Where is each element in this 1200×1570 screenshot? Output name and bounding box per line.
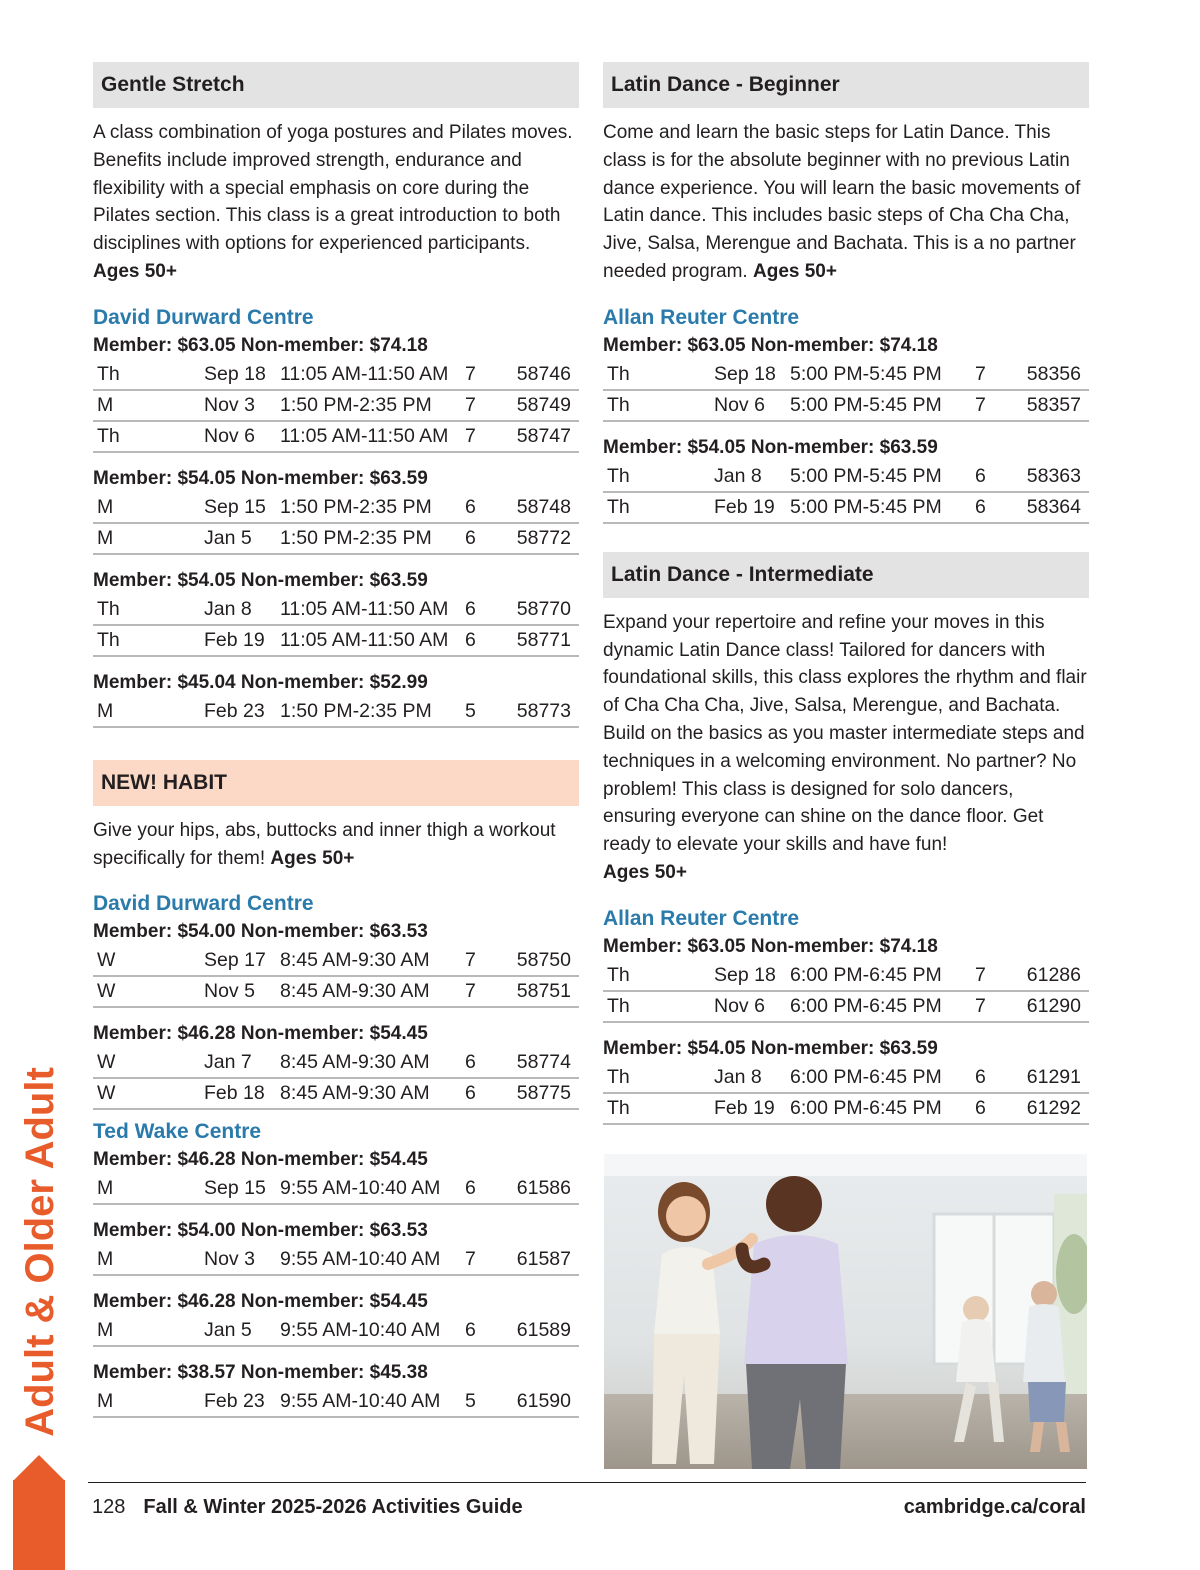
course-code-cell: 58748 bbox=[495, 493, 579, 523]
table-row bbox=[603, 492, 1089, 523]
table-row bbox=[93, 1245, 579, 1275]
time-cell: 11:05 AM-11:50 AM bbox=[280, 625, 465, 656]
day-cell: Th bbox=[603, 961, 714, 991]
ages-label: Ages 50+ bbox=[603, 861, 687, 883]
course-code-cell: 61586 bbox=[495, 1174, 579, 1204]
table-row bbox=[603, 360, 1089, 390]
course-code-cell: 58357 bbox=[1005, 390, 1089, 421]
course-code-cell: 58774 bbox=[495, 1048, 579, 1078]
dancing-couples-photo bbox=[604, 1154, 1087, 1469]
schedule-groups bbox=[93, 918, 579, 1110]
day-cell: M bbox=[93, 523, 204, 554]
table-row bbox=[93, 1316, 579, 1346]
time-cell: 6:00 PM-6:45 PM bbox=[790, 1063, 975, 1093]
time-cell: 11:05 AM-11:50 AM bbox=[280, 595, 465, 625]
price-line: Member: $63.05 Non-member: $74.18 bbox=[603, 935, 938, 957]
table-row bbox=[603, 991, 1089, 1022]
course-code-cell: 58770 bbox=[495, 595, 579, 625]
day-cell: Th bbox=[603, 360, 714, 390]
weeks-cell: 7 bbox=[465, 946, 495, 976]
course-code-cell: 61292 bbox=[1005, 1093, 1089, 1124]
table-row bbox=[93, 976, 579, 1007]
time-cell: 1:50 PM-2:35 PM bbox=[280, 523, 465, 554]
table-row bbox=[93, 360, 579, 390]
table-row bbox=[603, 1093, 1089, 1124]
weeks-cell: 7 bbox=[465, 421, 495, 452]
start-date-cell: Jan 5 bbox=[204, 1316, 280, 1346]
day-cell: Th bbox=[603, 492, 714, 523]
start-date-cell: Nov 6 bbox=[714, 991, 790, 1022]
day-cell: Th bbox=[93, 595, 204, 625]
venue-name: Allan Reuter Centre bbox=[603, 305, 800, 329]
left-column bbox=[93, 62, 579, 1418]
schedule-table bbox=[93, 1316, 579, 1347]
weeks-cell: 6 bbox=[975, 492, 1005, 523]
schedule-table bbox=[93, 697, 579, 728]
course-code-cell: 61291 bbox=[1005, 1063, 1089, 1093]
start-date-cell: Sep 15 bbox=[204, 1174, 280, 1204]
time-cell: 1:50 PM-2:35 PM bbox=[280, 493, 465, 523]
schedule-groups bbox=[603, 332, 1089, 524]
day-cell: Th bbox=[603, 1093, 714, 1124]
ages-label: Ages 50+ bbox=[753, 260, 837, 282]
day-cell: M bbox=[93, 493, 204, 523]
table-row bbox=[93, 625, 579, 656]
schedule-table bbox=[603, 961, 1089, 1023]
start-date-cell: Sep 17 bbox=[204, 946, 280, 976]
day-cell: M bbox=[93, 390, 204, 421]
course-code-cell: 61589 bbox=[495, 1316, 579, 1346]
weeks-cell: 6 bbox=[465, 1048, 495, 1078]
start-date-cell: Feb 18 bbox=[204, 1078, 280, 1109]
price-line: Member: $63.05 Non-member: $74.18 bbox=[603, 334, 938, 356]
weeks-cell: 7 bbox=[975, 991, 1005, 1022]
day-cell: Th bbox=[603, 1063, 714, 1093]
price-line: Member: $46.28 Non-member: $54.45 bbox=[93, 1023, 428, 1045]
day-cell: W bbox=[93, 1078, 204, 1109]
day-cell: Th bbox=[603, 390, 714, 421]
price-line: Member: $54.05 Non-member: $63.59 bbox=[603, 436, 938, 458]
day-cell: Th bbox=[603, 991, 714, 1022]
day-cell: W bbox=[93, 1048, 204, 1078]
right-column bbox=[603, 62, 1089, 1125]
start-date-cell: Jan 8 bbox=[714, 462, 790, 492]
weeks-cell: 7 bbox=[465, 1245, 495, 1275]
price-line: Member: $46.28 Non-member: $54.45 bbox=[93, 1149, 428, 1171]
course-code-cell: 58749 bbox=[495, 390, 579, 421]
start-date-cell: Jan 8 bbox=[204, 595, 280, 625]
day-cell: M bbox=[93, 697, 204, 727]
start-date-cell: Feb 23 bbox=[204, 1387, 280, 1417]
schedule-table bbox=[603, 1063, 1089, 1125]
course-code-cell: 58363 bbox=[1005, 462, 1089, 492]
price-line: Member: $54.05 Non-member: $63.59 bbox=[93, 569, 428, 591]
course-code-cell: 61286 bbox=[1005, 961, 1089, 991]
price-line: Member: $54.05 Non-member: $63.59 bbox=[603, 1037, 938, 1059]
table-row bbox=[93, 421, 579, 452]
time-cell: 8:45 AM-9:30 AM bbox=[280, 976, 465, 1007]
page-number: 128 bbox=[92, 1496, 126, 1518]
table-row bbox=[603, 462, 1089, 492]
weeks-cell: 7 bbox=[465, 360, 495, 390]
weeks-cell: 6 bbox=[465, 523, 495, 554]
start-date-cell: Sep 18 bbox=[714, 961, 790, 991]
table-row bbox=[93, 1387, 579, 1417]
day-cell: M bbox=[93, 1174, 204, 1204]
venue-name: Ted Wake Centre bbox=[93, 1120, 262, 1144]
price-line: Member: $46.28 Non-member: $54.45 bbox=[93, 1291, 428, 1313]
section-title-habit: NEW! HABIT bbox=[93, 760, 579, 806]
photo-illustration bbox=[604, 1154, 1087, 1469]
day-cell: W bbox=[93, 946, 204, 976]
schedule-table bbox=[603, 462, 1089, 524]
venue-name: Allan Reuter Centre bbox=[603, 906, 800, 930]
section-title-latin-beginner: Latin Dance - Beginner bbox=[603, 62, 1089, 108]
price-line: Member: $54.05 Non-member: $63.59 bbox=[93, 467, 428, 489]
description-gentle-stretch: A class combination of yoga postures and Pilates moves. Benefits include improved strength, endurance and flexibility with a special emphasis on core during the Pilates section. This class is a great introduction to both disciplines with options for experienced participants. Ages 50+ bbox=[93, 122, 573, 282]
start-date-cell: Feb 19 bbox=[714, 492, 790, 523]
course-code-cell: 58750 bbox=[495, 946, 579, 976]
schedule-table bbox=[93, 946, 579, 1008]
start-date-cell: Nov 3 bbox=[204, 390, 280, 421]
ages-label: Ages 50+ bbox=[270, 847, 355, 869]
weeks-cell: 6 bbox=[465, 1078, 495, 1109]
time-cell: 9:55 AM-10:40 AM bbox=[280, 1245, 465, 1275]
weeks-cell: 6 bbox=[975, 462, 1005, 492]
time-cell: 11:05 AM-11:50 AM bbox=[280, 360, 465, 390]
time-cell: 5:00 PM-5:45 PM bbox=[790, 390, 975, 421]
weeks-cell: 6 bbox=[465, 493, 495, 523]
day-cell: M bbox=[93, 1316, 204, 1346]
weeks-cell: 5 bbox=[465, 1387, 495, 1417]
venue-name: David Durward Centre bbox=[93, 892, 314, 916]
start-date-cell: Nov 6 bbox=[714, 390, 790, 421]
time-cell: 1:50 PM-2:35 PM bbox=[280, 697, 465, 727]
course-code-cell: 58746 bbox=[495, 360, 579, 390]
course-code-cell: 58747 bbox=[495, 421, 579, 452]
side-tab-bar bbox=[13, 1480, 65, 1570]
schedule-table bbox=[603, 360, 1089, 422]
schedule-groups bbox=[603, 933, 1089, 1125]
course-code-cell: 61587 bbox=[495, 1245, 579, 1275]
weeks-cell: 6 bbox=[465, 625, 495, 656]
time-cell: 8:45 AM-9:30 AM bbox=[280, 1078, 465, 1109]
time-cell: 5:00 PM-5:45 PM bbox=[790, 492, 975, 523]
day-cell: Th bbox=[93, 360, 204, 390]
ages-label: Ages 50+ bbox=[93, 260, 177, 282]
table-row bbox=[93, 595, 579, 625]
price-line: Member: $45.04 Non-member: $52.99 bbox=[93, 671, 428, 693]
weeks-cell: 7 bbox=[465, 976, 495, 1007]
start-date-cell: Nov 3 bbox=[204, 1245, 280, 1275]
table-row bbox=[93, 946, 579, 976]
course-code-cell: 58364 bbox=[1005, 492, 1089, 523]
start-date-cell: Jan 5 bbox=[204, 523, 280, 554]
price-line: Member: $54.00 Non-member: $63.53 bbox=[93, 921, 428, 943]
schedule-table bbox=[93, 1174, 579, 1205]
start-date-cell: Sep 18 bbox=[204, 360, 280, 390]
price-line: Member: $54.00 Non-member: $63.53 bbox=[93, 1220, 428, 1242]
course-code-cell: 58775 bbox=[495, 1078, 579, 1109]
weeks-cell: 6 bbox=[465, 1316, 495, 1346]
day-cell: W bbox=[93, 976, 204, 1007]
start-date-cell: Jan 7 bbox=[204, 1048, 280, 1078]
course-code-cell: 61290 bbox=[1005, 991, 1089, 1022]
guide-title: Fall & Winter 2025-2026 Activities Guide bbox=[143, 1496, 523, 1518]
table-row bbox=[93, 1078, 579, 1109]
schedule-table bbox=[93, 1048, 579, 1110]
start-date-cell: Feb 19 bbox=[714, 1093, 790, 1124]
time-cell: 9:55 AM-10:40 AM bbox=[280, 1316, 465, 1346]
table-row bbox=[603, 961, 1089, 991]
weeks-cell: 7 bbox=[975, 961, 1005, 991]
section-title-gentle-stretch: Gentle Stretch bbox=[93, 62, 579, 108]
day-cell: M bbox=[93, 1387, 204, 1417]
table-row bbox=[603, 1063, 1089, 1093]
description-latin-intermediate: Expand your repertoire and refine your moves in this dynamic Latin Dance class! Tailored for dancers with foundational skills, this class explores the rhythm and flair of Cha Cha Cha, Jive, Salsa, Merengue, and Bachata. Build on the basics as you master intermediate steps and techniques in a welcoming environment. No partner? No problem! This class is designed for solo dancers, ensuring everyone can shine on the dance floor. Get ready to elevate your skills and have fun! Ages 50+ bbox=[603, 611, 1087, 883]
start-date-cell: Feb 19 bbox=[204, 625, 280, 656]
time-cell: 5:00 PM-5:45 PM bbox=[790, 360, 975, 390]
time-cell: 11:05 AM-11:50 AM bbox=[280, 421, 465, 452]
start-date-cell: Feb 23 bbox=[204, 697, 280, 727]
course-code-cell: 58771 bbox=[495, 625, 579, 656]
time-cell: 8:45 AM-9:30 AM bbox=[280, 946, 465, 976]
start-date-cell: Sep 18 bbox=[714, 360, 790, 390]
time-cell: 9:55 AM-10:40 AM bbox=[280, 1174, 465, 1204]
start-date-cell: Jan 8 bbox=[714, 1063, 790, 1093]
weeks-cell: 7 bbox=[465, 390, 495, 421]
side-tab-label: Adult & Older Adult bbox=[18, 1067, 62, 1437]
price-line: Member: $63.05 Non-member: $74.18 bbox=[93, 334, 428, 356]
table-row bbox=[93, 493, 579, 523]
weeks-cell: 6 bbox=[465, 595, 495, 625]
course-code-cell: 58773 bbox=[495, 697, 579, 727]
table-row bbox=[93, 1048, 579, 1078]
schedule-table bbox=[93, 1245, 579, 1276]
table-row bbox=[93, 697, 579, 727]
time-cell: 9:55 AM-10:40 AM bbox=[280, 1387, 465, 1417]
description-habit: Give your hips, abs, buttocks and inner thigh a workout specifically for them! Ages 50+ bbox=[93, 819, 556, 869]
time-cell: 1:50 PM-2:35 PM bbox=[280, 390, 465, 421]
weeks-cell: 5 bbox=[465, 697, 495, 727]
start-date-cell: Nov 5 bbox=[204, 976, 280, 1007]
weeks-cell: 6 bbox=[975, 1063, 1005, 1093]
course-code-cell: 58751 bbox=[495, 976, 579, 1007]
footer-divider bbox=[88, 1482, 1086, 1483]
time-cell: 6:00 PM-6:45 PM bbox=[790, 1093, 975, 1124]
day-cell: Th bbox=[603, 462, 714, 492]
course-code-cell: 58772 bbox=[495, 523, 579, 554]
schedule-table bbox=[93, 493, 579, 555]
time-cell: 8:45 AM-9:30 AM bbox=[280, 1048, 465, 1078]
footer bbox=[92, 1496, 1086, 1519]
weeks-cell: 7 bbox=[975, 390, 1005, 421]
course-code-cell: 58356 bbox=[1005, 360, 1089, 390]
venue-name: David Durward Centre bbox=[93, 305, 314, 329]
table-row bbox=[93, 1174, 579, 1204]
time-cell: 6:00 PM-6:45 PM bbox=[790, 961, 975, 991]
description-latin-beginner: Come and learn the basic steps for Latin Dance. This class is for the absolute beginner with no previous Latin dance experience. You will learn the basic movements of Latin dance. This includes basic steps of Cha Cha Cha, Jive, Salsa, Merengue and Bachata. This is a no partner needed program. Ages 50+ bbox=[603, 122, 1081, 282]
day-cell: Th bbox=[93, 421, 204, 452]
time-cell: 5:00 PM-5:45 PM bbox=[790, 462, 975, 492]
schedule-groups bbox=[93, 1146, 579, 1418]
start-date-cell: Nov 6 bbox=[204, 421, 280, 452]
day-cell: Th bbox=[93, 625, 204, 656]
schedule-groups bbox=[93, 332, 579, 728]
weeks-cell: 6 bbox=[975, 1093, 1005, 1124]
course-code-cell: 61590 bbox=[495, 1387, 579, 1417]
table-row bbox=[603, 390, 1089, 421]
time-cell: 6:00 PM-6:45 PM bbox=[790, 991, 975, 1022]
start-date-cell: Sep 15 bbox=[204, 493, 280, 523]
weeks-cell: 6 bbox=[465, 1174, 495, 1204]
schedule-table bbox=[93, 595, 579, 657]
section-title-latin-intermediate: Latin Dance - Intermediate bbox=[603, 552, 1089, 598]
table-row bbox=[93, 390, 579, 421]
table-row bbox=[93, 523, 579, 554]
schedule-table bbox=[93, 360, 579, 453]
schedule-table bbox=[93, 1387, 579, 1418]
footer-url: cambridge.ca/coral bbox=[903, 1496, 1086, 1518]
weeks-cell: 7 bbox=[975, 360, 1005, 390]
day-cell: M bbox=[93, 1245, 204, 1275]
price-line: Member: $38.57 Non-member: $45.38 bbox=[93, 1362, 428, 1384]
